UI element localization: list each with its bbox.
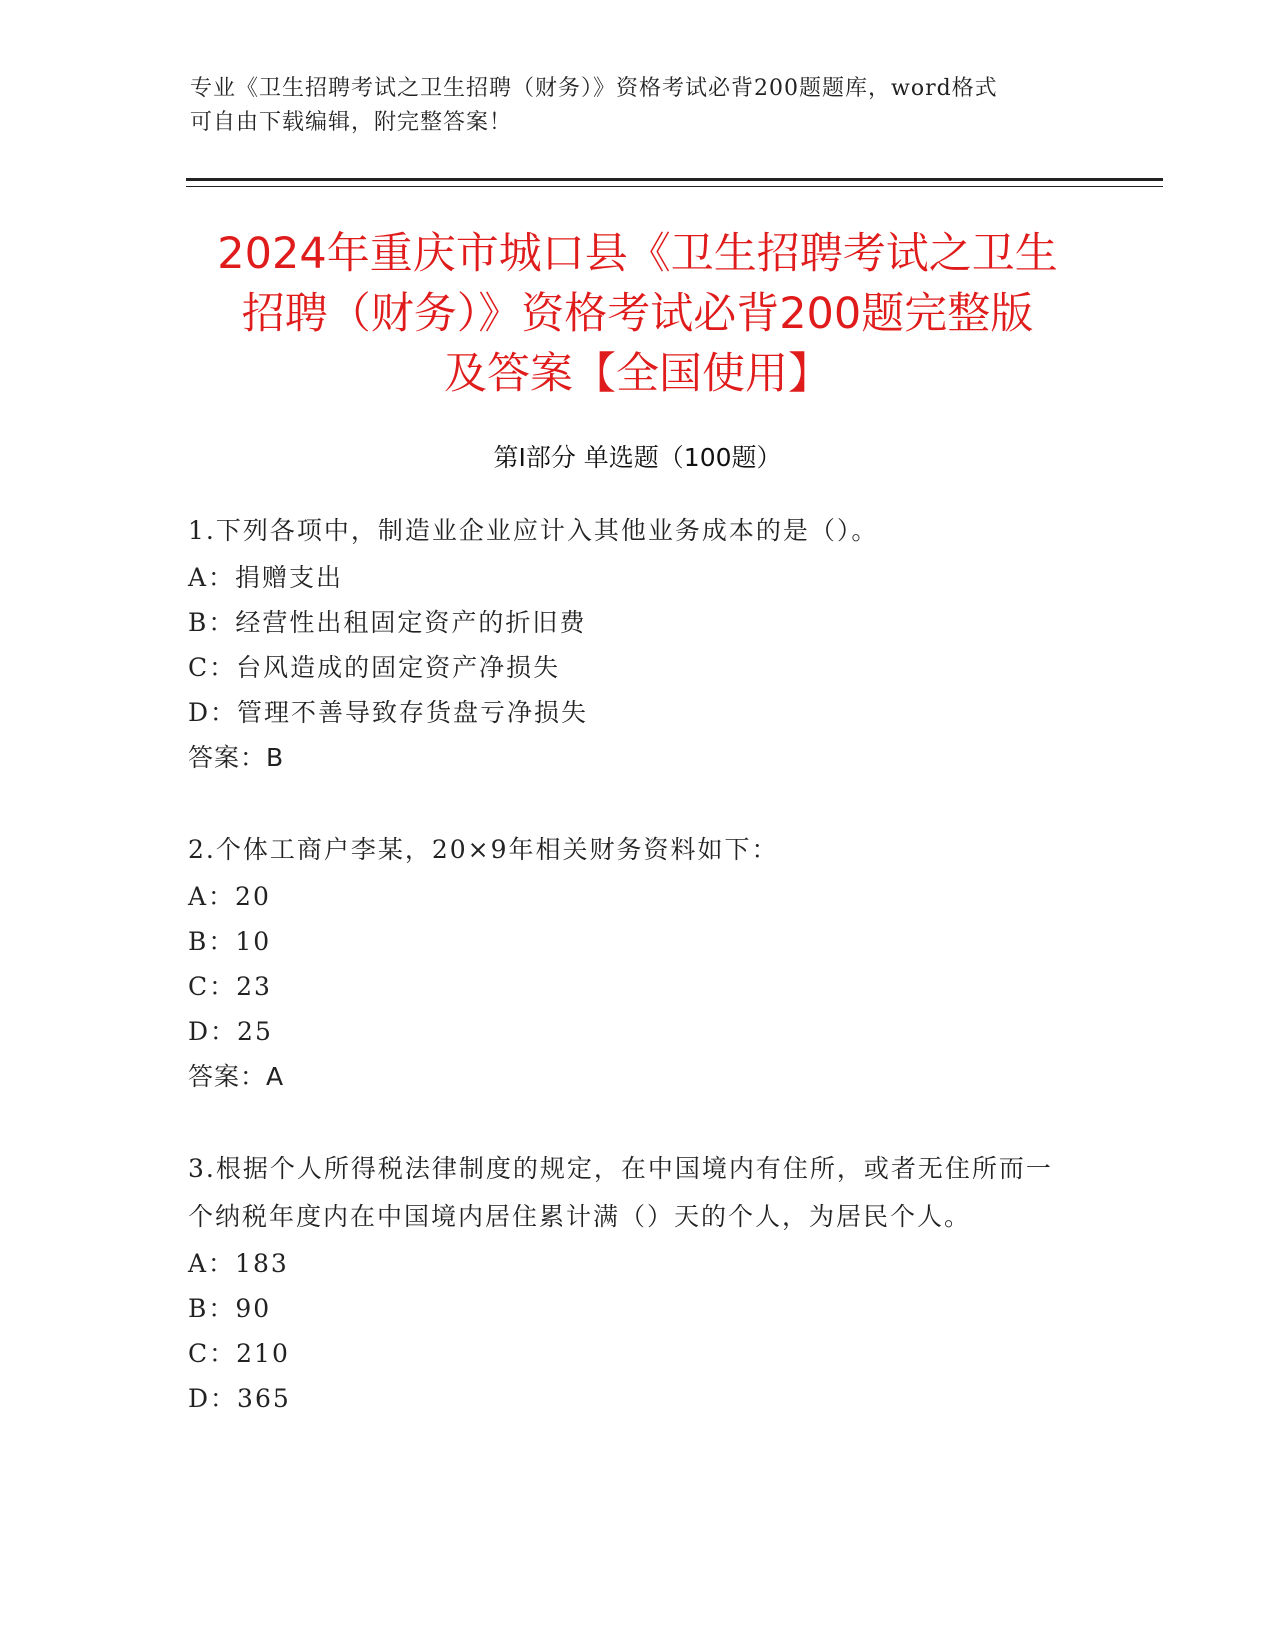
question-3: [188, 1145, 1068, 1421]
option-c: C：210: [188, 1339, 290, 1368]
question-stem: 3.根据个人所得税法律制度的规定，在中国境内有住所，或者无住所而一个纳税年度内在中国境内居住累计满（）天的个人，为居民个人。: [188, 1154, 1053, 1231]
option-b: B：10: [188, 927, 272, 956]
question-1: [188, 507, 1068, 780]
header-rule-thin: [186, 186, 1163, 187]
option-b: B：90: [188, 1294, 272, 1323]
document-title: [150, 224, 1125, 404]
answer: 答案：B: [188, 743, 285, 772]
header-note-line-1: 专业《卫生招聘考试之卫生招聘（财务）》资格考试必背200题题库，word格式: [190, 76, 998, 101]
option-c: C：台风造成的固定资产净损失: [188, 653, 561, 682]
answer: 答案：A: [188, 1062, 285, 1091]
question-2: [188, 826, 1068, 1099]
option-a: A：捐赠支出: [188, 563, 344, 592]
document-title-line-2: 招聘（财务）》资格考试必背200题完整版: [241, 289, 1034, 339]
option-b: B：经营性出租固定资产的折旧费: [188, 608, 587, 637]
question-stem: 2.个体工商户李某，20×9年相关财务资料如下：: [188, 835, 779, 864]
header-rule-thick: [186, 178, 1163, 181]
header-note: [190, 72, 1090, 140]
document-title-line-1: 2024年重庆市城口县《卫生招聘考试之卫生: [217, 229, 1058, 279]
option-d: D：管理不善导致存货盘亏净损失: [188, 698, 589, 727]
option-a: A：20: [188, 882, 271, 911]
option-a: A：183: [188, 1249, 289, 1278]
option-d: D：365: [188, 1384, 291, 1413]
section-heading: 第Ⅰ部分 单选题（100题）: [493, 443, 782, 472]
option-c: C：23: [188, 972, 272, 1001]
document-title-line-3: 及答案【全国使用】: [444, 349, 831, 399]
question-stem: 1.下列各项中，制造业企业应计入其他业务成本的是（）。: [188, 516, 879, 545]
option-d: D：25: [188, 1017, 273, 1046]
header-note-line-2: 可自由下载编辑，附完整答案！: [190, 110, 513, 135]
